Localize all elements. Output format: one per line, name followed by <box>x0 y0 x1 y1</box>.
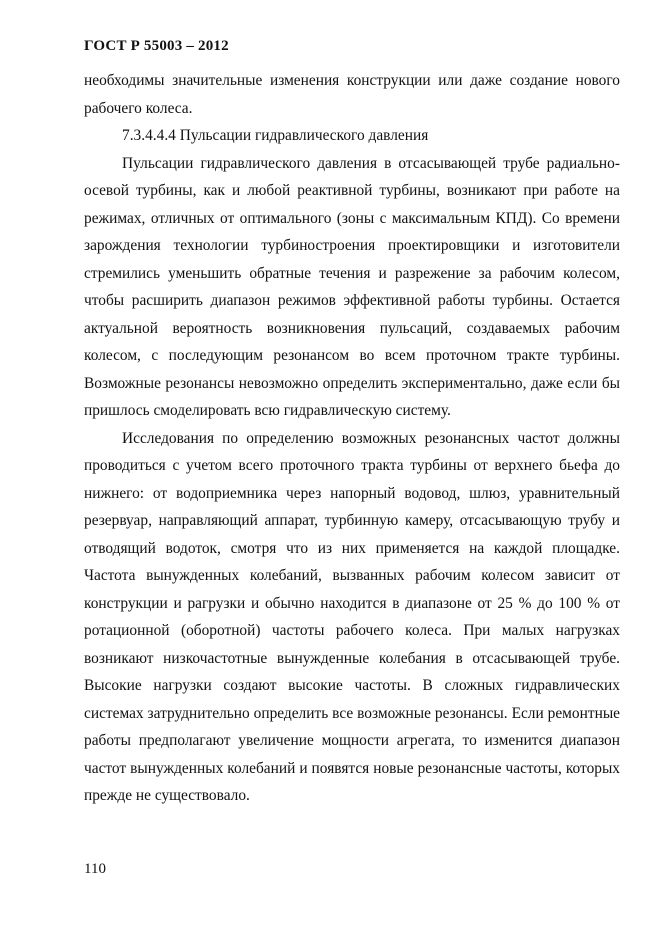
document-header: ГОСТ Р 55003 – 2012 <box>84 38 229 54</box>
document-body <box>84 67 620 810</box>
paragraph-continuation: необходимы значительные изменения конструкции или даже создание нового рабочего колеса. <box>84 72 620 117</box>
section-heading: 7.3.4.4.4 Пульсации гидравлического давления <box>122 127 429 144</box>
paragraph-pressure-pulsations: Пульсации гидравлического давления в отсасывающей трубе радиально-осевой турбины, как и любой реактивной турбины, возникают при работе на режимах, отличных от оптимального (зоны с максимальным КПД). Со времени зарождения технологии турбиностроения проектировщики и изготовители стремились уменьшить обратные течения и разрежение за рабочим колесом, чтобы расширить диапазон режимов эффективной работы турбины. Остается актуальной вероятность возникновения пульсаций, создаваемых рабочим колесом, с последующим резонансом во всем проточном тракте турбины. Возможные резонансы невозможно определить экспериментально, даже если бы пришлось смоделировать всю гидравлическую систему. <box>84 154 620 419</box>
page-number: 110 <box>84 861 106 877</box>
paragraph-resonance-studies: Исследования по определению возможных резонансных частот должны проводиться с учетом всего проточного тракта турбины от верхнего бьефа до нижнего: от водоприемника через напорный водовод, шлюз, уравнительный резервуар, направляющий аппарат, турбинную камеру, отсасывающую трубу и отводящий водоток, смотря что из них применяется на каждой площадке. Частота вынужденных колебаний, вызванных рабочим колесом зависит от конструкции и рагрузки и обычно находится в диапазоне от 25 % до 100 % от ротационной (оборотной) частоты рабочего колеса. При малых нагрузках возникают низкочастотные вынужденные колебания в отсасывающей трубе. Высокие нагрузки создают высокие частоты. В сложных гидравлических системах затруднительно определить все возможные резонансы. Если ремонтные работы предполагают увеличение мощности агрегата, то изменится диапазон частот вынужденных колебаний и появятся новые резонансные частоты, которых прежде не существовало. <box>84 429 620 804</box>
